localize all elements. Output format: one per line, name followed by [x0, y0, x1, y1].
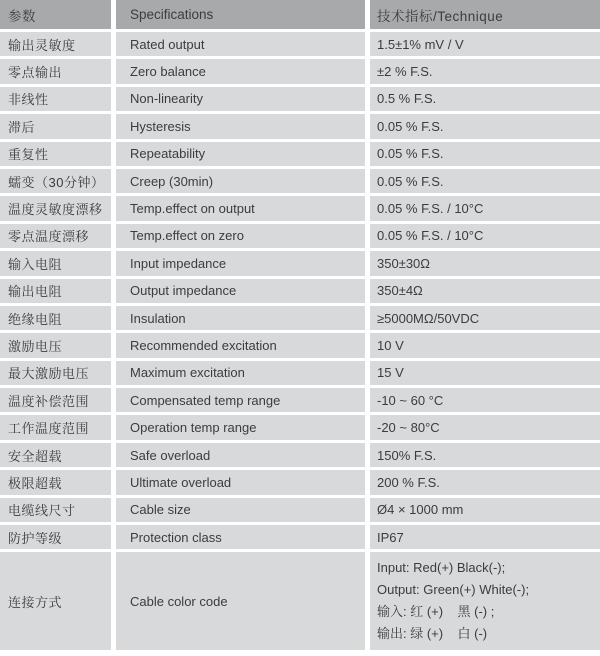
value-cell: 150% F.S. — [370, 443, 600, 470]
cable-code-line-output-en: Output: Green(+) White(-); — [377, 582, 530, 598]
spec-cell: Insulation — [116, 306, 370, 333]
value-cell: -20 ~ 80°C — [370, 415, 600, 442]
param-cell: 最大激励电压 — [0, 361, 116, 388]
value-cell: 200 % F.S. — [370, 470, 600, 497]
table-row — [0, 251, 600, 278]
table-row-cable-color-code — [0, 552, 600, 653]
value-cell-multiline — [370, 552, 600, 653]
param-cell: 重复性 — [0, 142, 116, 169]
spec-cell: Maximum excitation — [116, 361, 370, 388]
value-cell: 15 V — [370, 361, 600, 388]
table-row — [0, 142, 600, 169]
spec-cell: Input impedance — [116, 251, 370, 278]
spec-cell: Hysteresis — [116, 114, 370, 141]
table-row — [0, 196, 600, 223]
spec-cell: Repeatability — [116, 142, 370, 169]
param-cell: 电缆线尺寸 — [0, 498, 116, 525]
table-row — [0, 87, 600, 114]
cable-code-line-input-en: Input: Red(+) Black(-); — [377, 560, 506, 576]
param-cell: 激励电压 — [0, 333, 116, 360]
spec-cell: Rated output — [116, 32, 370, 59]
value-cell: ±2 % F.S. — [370, 59, 600, 86]
spec-cell: Operation temp range — [116, 415, 370, 442]
table-row — [0, 525, 600, 552]
table-row — [0, 388, 600, 415]
spec-cell: Safe overload — [116, 443, 370, 470]
param-cell: 绝缘电阻 — [0, 306, 116, 333]
table-row — [0, 306, 600, 333]
param-cell: 温度补偿范围 — [0, 388, 116, 415]
table-row — [0, 415, 600, 442]
table-row — [0, 224, 600, 251]
header-value: 技术指标/Technique — [370, 0, 600, 32]
param-cell: 温度灵敏度漂移 — [0, 196, 116, 223]
spec-cell: Temp.effect on zero — [116, 224, 370, 251]
cable-code-line-input-cn: 输入: 红 (+) 黑 (-) ; — [377, 604, 495, 620]
param-cell: 零点输出 — [0, 59, 116, 86]
param-cell: 输出灵敏度 — [0, 32, 116, 59]
param-cell: 连接方式 — [0, 552, 116, 653]
param-cell: 安全超载 — [0, 443, 116, 470]
spec-cell: Zero balance — [116, 59, 370, 86]
value-cell: 350±4Ω — [370, 279, 600, 306]
value-cell: Ø4 × 1000 mm — [370, 498, 600, 525]
spec-cell: Non-linearity — [116, 87, 370, 114]
spec-cell: Creep (30min) — [116, 169, 370, 196]
value-cell: 0.05 % F.S. — [370, 142, 600, 169]
spec-cell: Recommended excitation — [116, 333, 370, 360]
param-cell: 工作温度范围 — [0, 415, 116, 442]
table-row — [0, 470, 600, 497]
value-cell: 0.05 % F.S. — [370, 169, 600, 196]
table-row — [0, 114, 600, 141]
header-spec: Specifications — [116, 0, 370, 32]
value-cell: -10 ~ 60 °C — [370, 388, 600, 415]
header-param: 参数 — [0, 0, 116, 32]
spec-cell: Compensated temp range — [116, 388, 370, 415]
value-cell: 0.05 % F.S. — [370, 114, 600, 141]
param-cell: 输入电阻 — [0, 251, 116, 278]
spec-cell: Ultimate overload — [116, 470, 370, 497]
table-row — [0, 498, 600, 525]
table-header-row — [0, 0, 600, 32]
value-cell: IP67 — [370, 525, 600, 552]
table-row — [0, 169, 600, 196]
param-cell: 输出电阻 — [0, 279, 116, 306]
table-row — [0, 32, 600, 59]
value-cell: 10 V — [370, 333, 600, 360]
spec-cell: Output impedance — [116, 279, 370, 306]
param-cell: 零点温度漂移 — [0, 224, 116, 251]
param-cell: 极限超载 — [0, 470, 116, 497]
spec-cell: Cable size — [116, 498, 370, 525]
table-row — [0, 279, 600, 306]
param-cell: 滞后 — [0, 114, 116, 141]
value-cell: 0.05 % F.S. / 10°C — [370, 224, 600, 251]
table-row — [0, 59, 600, 86]
param-cell: 蠕变（30分钟） — [0, 169, 116, 196]
value-cell: 350±30Ω — [370, 251, 600, 278]
spec-cell: Cable color code — [116, 552, 370, 653]
spec-cell: Temp.effect on output — [116, 196, 370, 223]
param-cell: 非线性 — [0, 87, 116, 114]
table-row — [0, 333, 600, 360]
value-cell: ≥5000MΩ/50VDC — [370, 306, 600, 333]
table-row — [0, 443, 600, 470]
value-cell: 1.5±1% mV / V — [370, 32, 600, 59]
param-cell: 防护等级 — [0, 525, 116, 552]
value-cell: 0.05 % F.S. / 10°C — [370, 196, 600, 223]
spec-cell: Protection class — [116, 525, 370, 552]
table-row — [0, 361, 600, 388]
value-cell: 0.5 % F.S. — [370, 87, 600, 114]
cable-code-line-output-cn: 输出: 绿 (+) 白 (-) — [377, 626, 488, 642]
